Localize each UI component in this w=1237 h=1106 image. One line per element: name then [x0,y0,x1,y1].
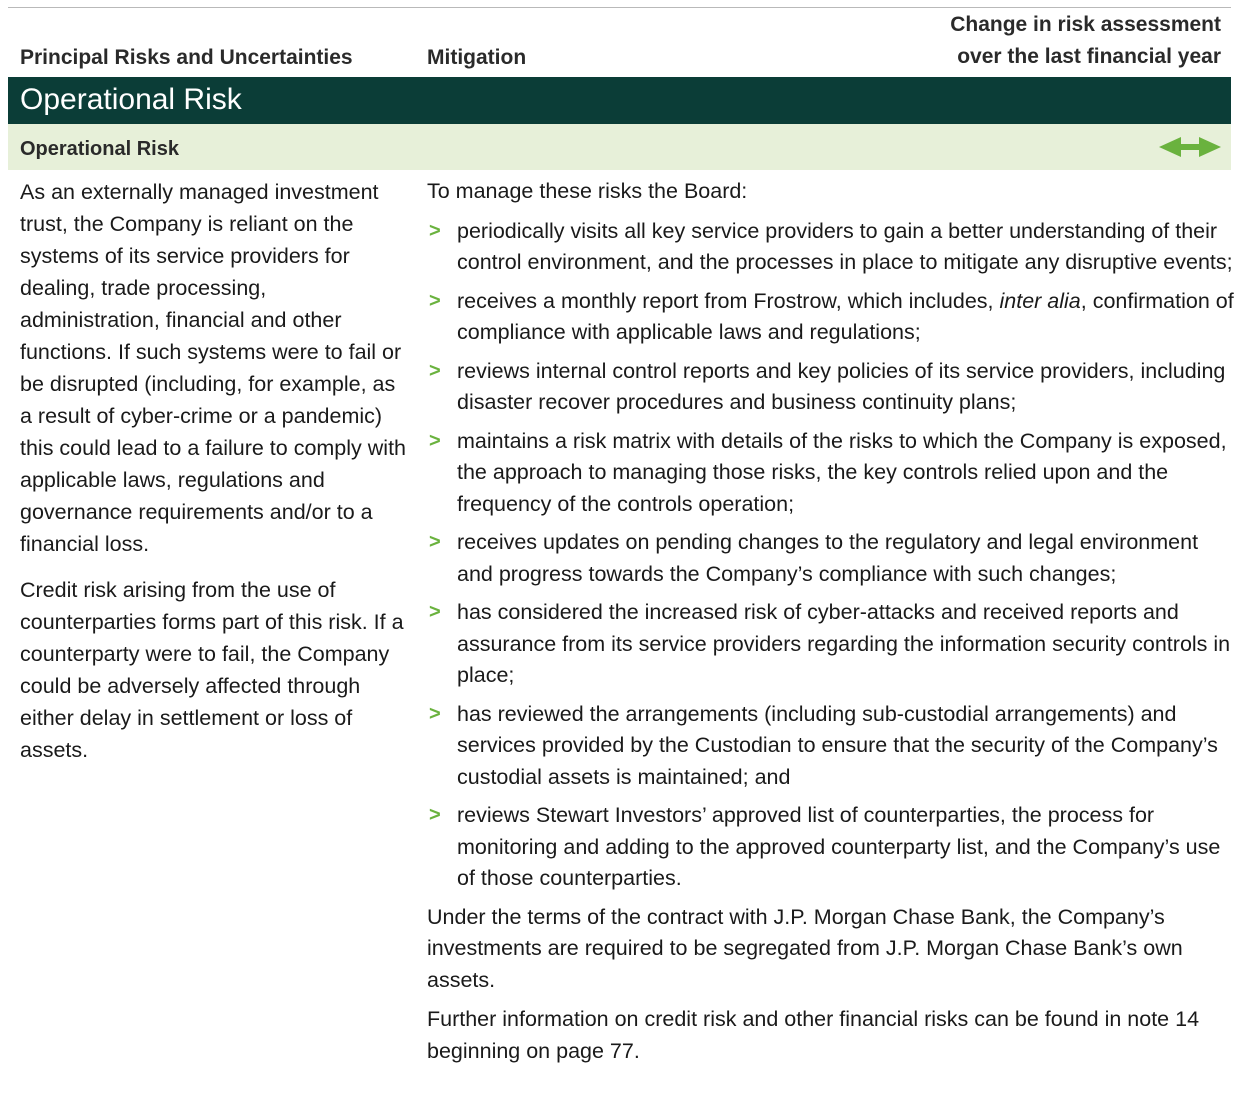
principal-risk-description [20,176,410,780]
risk-paragraph: Credit risk arising from the use of counterparties forms part of this risk. If a counterparty were to fail, the Company could be adversely affected through either delay in settlement or loss of assets. [20,578,404,762]
list-item [427,286,1235,349]
mitigation-description [427,176,1235,1075]
list-item-text: has considered the increased risk of cyber-attacks and received reports and assurance from its service providers regarding the information security controls in place; [457,600,1231,687]
mitigation-outro: Further information on credit risk and other financial risks can be found in note 14 beginning on page 77. [427,1007,1200,1063]
chevron-right-icon: > [429,601,441,623]
section-title: Operational Risk [20,83,242,116]
section-banner [8,77,1231,124]
chevron-right-icon: > [429,289,441,312]
list-item [427,597,1235,692]
column-header-mitigation: Mitigation [427,46,527,69]
chevron-right-icon: > [429,219,441,242]
chevron-right-icon: > [429,804,441,826]
list-item-text: receives updates on pending changes to the regulatory and legal environment and progress towards the Company’s compliance with such changes; [457,530,1199,586]
list-item-text: periodically visits all key service providers to gain a better understanding of their control environment, and the processes in place to mitigate any disruptive events; [457,218,1233,274]
list-item [427,699,1235,794]
list-item-text-pre: receives a monthly report from Frostrow, which includes, [457,288,1000,313]
list-item-text-italic: inter alia [999,288,1081,313]
mitigation-list [427,216,1235,895]
list-item [427,356,1235,419]
column-header-principal-risks: Principal Risks and Uncertainties [20,46,353,69]
column-header-change-line2: over the last financial year [957,45,1221,68]
mitigation-outro: Under the terms of the contract with J.P. Morgan Chase Bank, the Company’s investments are required to be segregated from J.P. Morgan Chase Bank’s own assets. [427,904,1183,992]
list-item-text: reviews Stewart Investors’ approved list of counterparties, the process for monitoring and adding to the approved counterparty list, and the Company’s use of those counterparties. [457,803,1221,890]
chevron-right-icon: > [429,359,441,382]
column-header-change-in-risk [950,9,1221,73]
list-item [427,800,1235,895]
list-item [427,527,1235,590]
horizontal-double-arrow-icon [1159,137,1221,157]
chevron-right-icon: > [429,531,441,553]
column-header-change-line1: Change in risk assessment [950,13,1221,36]
risk-subheader-row [8,124,1231,170]
list-item-text: maintains a risk matrix with details of the risks to which the Company is exposed, the approach to managing those risks, the key controls relied upon and the frequency of the controls operation; [457,428,1227,516]
risk-subtitle: Operational Risk [20,138,179,160]
mitigation-intro: To manage these risks the Board: [427,179,748,203]
top-divider [8,7,1231,8]
list-item [427,426,1235,521]
list-item-text-post: , confirmation of compliance with applicable laws and regulations; [457,288,1234,344]
list-item-text: reviews internal control reports and key policies of its service providers, including disaster recover procedures and business continuity plans; [457,358,1226,414]
chevron-right-icon: > [429,702,441,725]
chevron-right-icon: > [429,429,441,452]
risk-paragraph: As an externally managed investment trust, the Company is reliant on the systems of its service providers for dealing, trade processing, administration, financial and other functions. If such systems were to fail or be disrupted (including, for example, as a result of cyber-crime or a pandemic) this could lead to a failure to comply with applicable laws, regulations and governance requirements and/or to a financial loss. [20,180,407,556]
list-item [427,216,1235,279]
list-item-text: has reviewed the arrangements (including sub-custodial arrangements) and services provided by the Custodian to ensure that the security of the Company’s custodial assets is maintained; and [457,701,1218,789]
